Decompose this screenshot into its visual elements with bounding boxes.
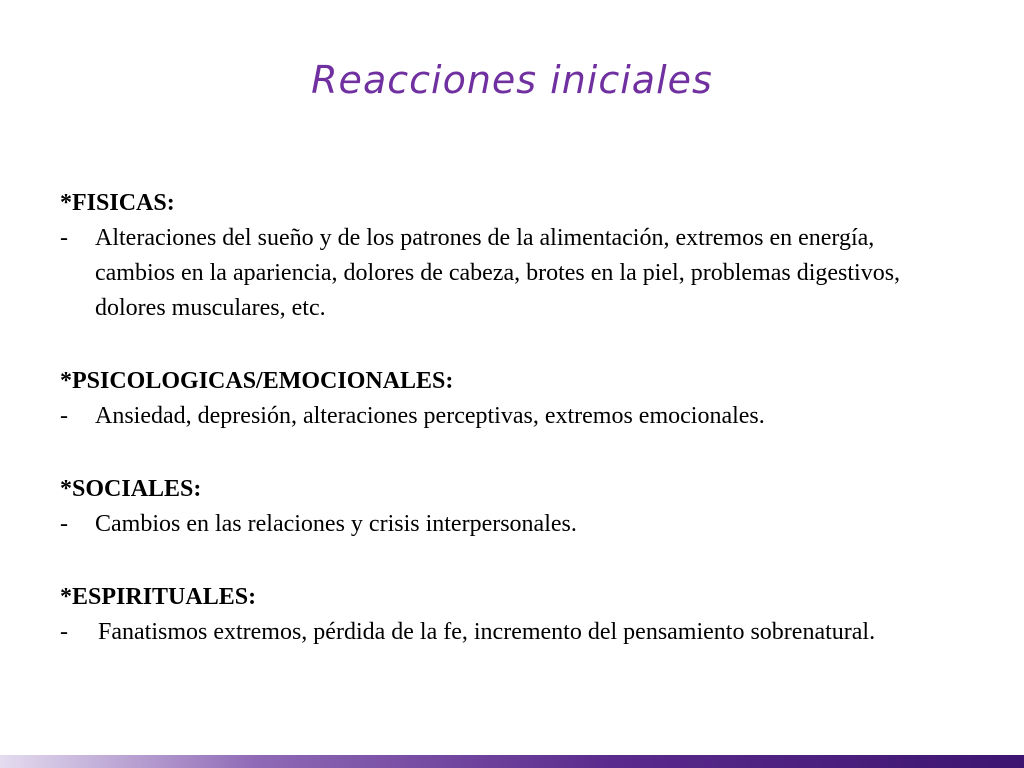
bullet-dash: -	[60, 619, 68, 645]
section-heading-espirituales: *ESPIRITUALES:	[60, 584, 257, 610]
slide-title: Reacciones iniciales	[311, 58, 713, 102]
bullet-text-sociales: Cambios en las relaciones y crisis interpersonales.	[95, 511, 577, 537]
bullet-sociales	[60, 507, 960, 542]
bullet-text-espirituales: Fanatismos extremos, pérdida de la fe, incremento del pensamiento sobrenatural.	[98, 619, 876, 645]
section-heading-fisicas: *FISICAS:	[60, 190, 175, 216]
bullet-text-fisicas: Alteraciones del sueño y de los patrones de la alimentación, extremos en energía, cambios en la apariencia, dolores de cabeza, brotes en la piel, problemas digestivos, dolores musculares, etc.	[95, 225, 901, 321]
bullet-psicologicas	[60, 399, 960, 434]
bullet-dash: -	[60, 225, 68, 251]
bullet-fisicas	[60, 221, 960, 326]
section-heading-sociales: *SOCIALES:	[60, 476, 202, 502]
bullet-dash: -	[60, 511, 68, 537]
bullet-espirituales	[60, 615, 960, 650]
bullet-dash: -	[60, 403, 68, 429]
footer-gradient-bar	[0, 755, 1024, 768]
slide-body	[60, 186, 960, 650]
bullet-text-psicologicas: Ansiedad, depresión, alteraciones perceptivas, extremos emocionales.	[95, 403, 765, 429]
section-heading-psicologicas: *PSICOLOGICAS/EMOCIONALES:	[60, 368, 454, 394]
